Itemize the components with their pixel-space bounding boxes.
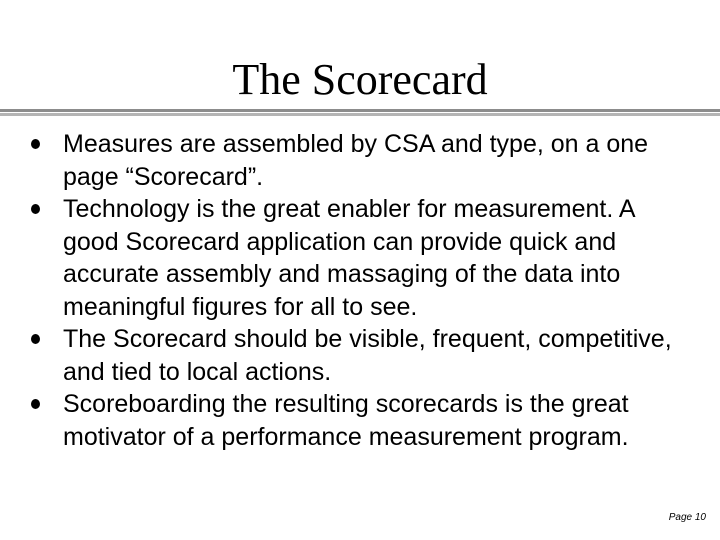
bullet-text: Scoreboarding the resulting scorecards is the great motivator of a performance measurement program.: [63, 390, 629, 451]
page-number: Page 10: [668, 512, 706, 523]
bullet-dot-icon: [31, 334, 40, 344]
divider-line-dark: [0, 109, 720, 112]
bullet-text: Measures are assembled by CSA and type, on a one page “Scorecard”.: [63, 130, 649, 191]
bullet-dot-icon: [31, 399, 40, 409]
bullet-text: Technology is the great enabler for measurement. A good Scorecard application can provide quick and accurate assembly and massaging of the data into meaningful figures for all to see.: [63, 195, 635, 321]
bullet-item-3: [0, 323, 683, 388]
bullet-item-1: [0, 128, 683, 193]
bullet-text: The Scorecard should be visible, frequent, competitive, and tied to local actions.: [63, 325, 672, 386]
slide-title: The Scorecard: [232, 55, 488, 104]
bullet-list: [0, 128, 720, 453]
bullet-item-2: [0, 193, 683, 323]
bullet-dot-icon: [31, 139, 40, 149]
title-divider: [0, 106, 720, 118]
divider-line-light: [0, 113, 720, 116]
bullet-item-4: [0, 388, 683, 453]
bullet-dot-icon: [31, 204, 40, 214]
